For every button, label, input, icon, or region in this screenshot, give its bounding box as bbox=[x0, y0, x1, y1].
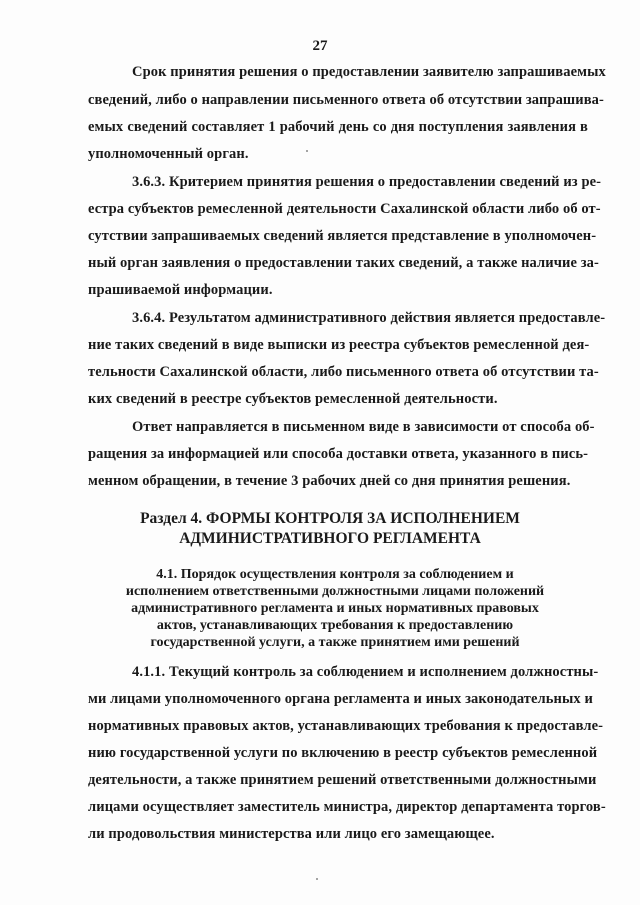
page-number: 27 bbox=[312, 38, 328, 54]
paragraph-1-line-3: емых сведений составляет 1 рабочий день со дня поступления заявления в bbox=[88, 119, 588, 135]
paragraph-2-line-4: ный орган заявления о предоставлении таких сведений, а также наличие за- bbox=[88, 255, 599, 271]
section-paragraph-line-6: лицами осуществляет заместитель министра, директор департамента торгов- bbox=[88, 799, 606, 815]
paragraph-2-line-5: прашиваемой информации. bbox=[88, 282, 273, 298]
paragraph-4-line-1: Ответ направляется в письменном виде в зависимости от способа об- bbox=[132, 419, 595, 435]
section-paragraph-line-1: 4.1.1. Текущий контроль за соблюдением и исполнением должностны- bbox=[132, 664, 599, 680]
paragraph-1-line-1: Срок принятия решения о предоставлении заявителю запрашиваемых bbox=[132, 64, 606, 80]
paragraph-4-line-2: ращения за информацией или способа доставки ответа, указанного в пись- bbox=[88, 446, 589, 462]
paragraph-3-line-4: ких сведений в реестре субъектов ремесленной деятельности. bbox=[88, 391, 498, 407]
section-heading-line-2: АДМИНИСТРАТИВНОГО РЕГЛАМЕНТА bbox=[179, 530, 481, 547]
subheading-line-4: актов, устанавливающих требования к предоставлению bbox=[156, 618, 514, 633]
paragraph-3-line-2: ние таких сведений в виде выписки из реестра субъектов ремесленной дея- bbox=[88, 337, 590, 353]
section-paragraph-line-7: ли продовольствия министерства или лицо его замещающее. bbox=[88, 826, 495, 842]
subheading-line-1: 4.1. Порядок осуществления контроля за соблюдением и bbox=[156, 567, 514, 582]
subheading-line-2: исполнением ответственными должностными лицами положений bbox=[125, 584, 545, 599]
section-heading-line-1: Раздел 4. ФОРМЫ КОНТРОЛЯ ЗА ИСПОЛНЕНИЕМ bbox=[140, 510, 520, 527]
paragraph-1-line-4: уполномоченный орган. bbox=[88, 146, 249, 162]
paragraph-2-line-2: естра субъектов ремесленной деятельности Сахалинской области либо об от- bbox=[88, 201, 601, 217]
section-paragraph-line-3: нормативных правовых актов, устанавливающих требования к предоставле- bbox=[88, 718, 604, 734]
section-paragraph-line-4: нию государственной услуги по включению в реестр субъектов ремесленной bbox=[88, 745, 598, 761]
subheading-line-3: административного регламента и иных нормативных правовых bbox=[131, 601, 539, 616]
subheading-line-5: государственной услуги, а также принятием ими решений bbox=[150, 635, 520, 650]
paragraph-4-line-3: менном обращении, в течение 3 рабочих дней со дня принятия решения. bbox=[88, 473, 571, 489]
paragraph-1-line-2: сведений, либо о направлении письменного ответа об отсутствии запрашива- bbox=[88, 92, 604, 108]
paragraph-3-line-1: 3.6.4. Результатом административного действия является предоставле- bbox=[132, 310, 606, 326]
scan-speck bbox=[306, 150, 308, 152]
paragraph-3-line-3: тельности Сахалинской области, либо письменного ответа об отсутствии та- bbox=[88, 364, 599, 380]
paragraph-2-line-1: 3.6.3. Критерием принятия решения о предоставлении сведений из ре- bbox=[132, 174, 602, 190]
section-paragraph-line-5: деятельности, а также принятием решений ответственными должностными bbox=[88, 772, 597, 788]
scan-speck bbox=[316, 878, 318, 880]
section-paragraph-line-2: ми лицами уполномоченного органа регламента и иных законодательных и bbox=[88, 691, 593, 707]
paragraph-2-line-3: сутствии запрашиваемых сведений является представление в уполномочен- bbox=[88, 228, 597, 244]
